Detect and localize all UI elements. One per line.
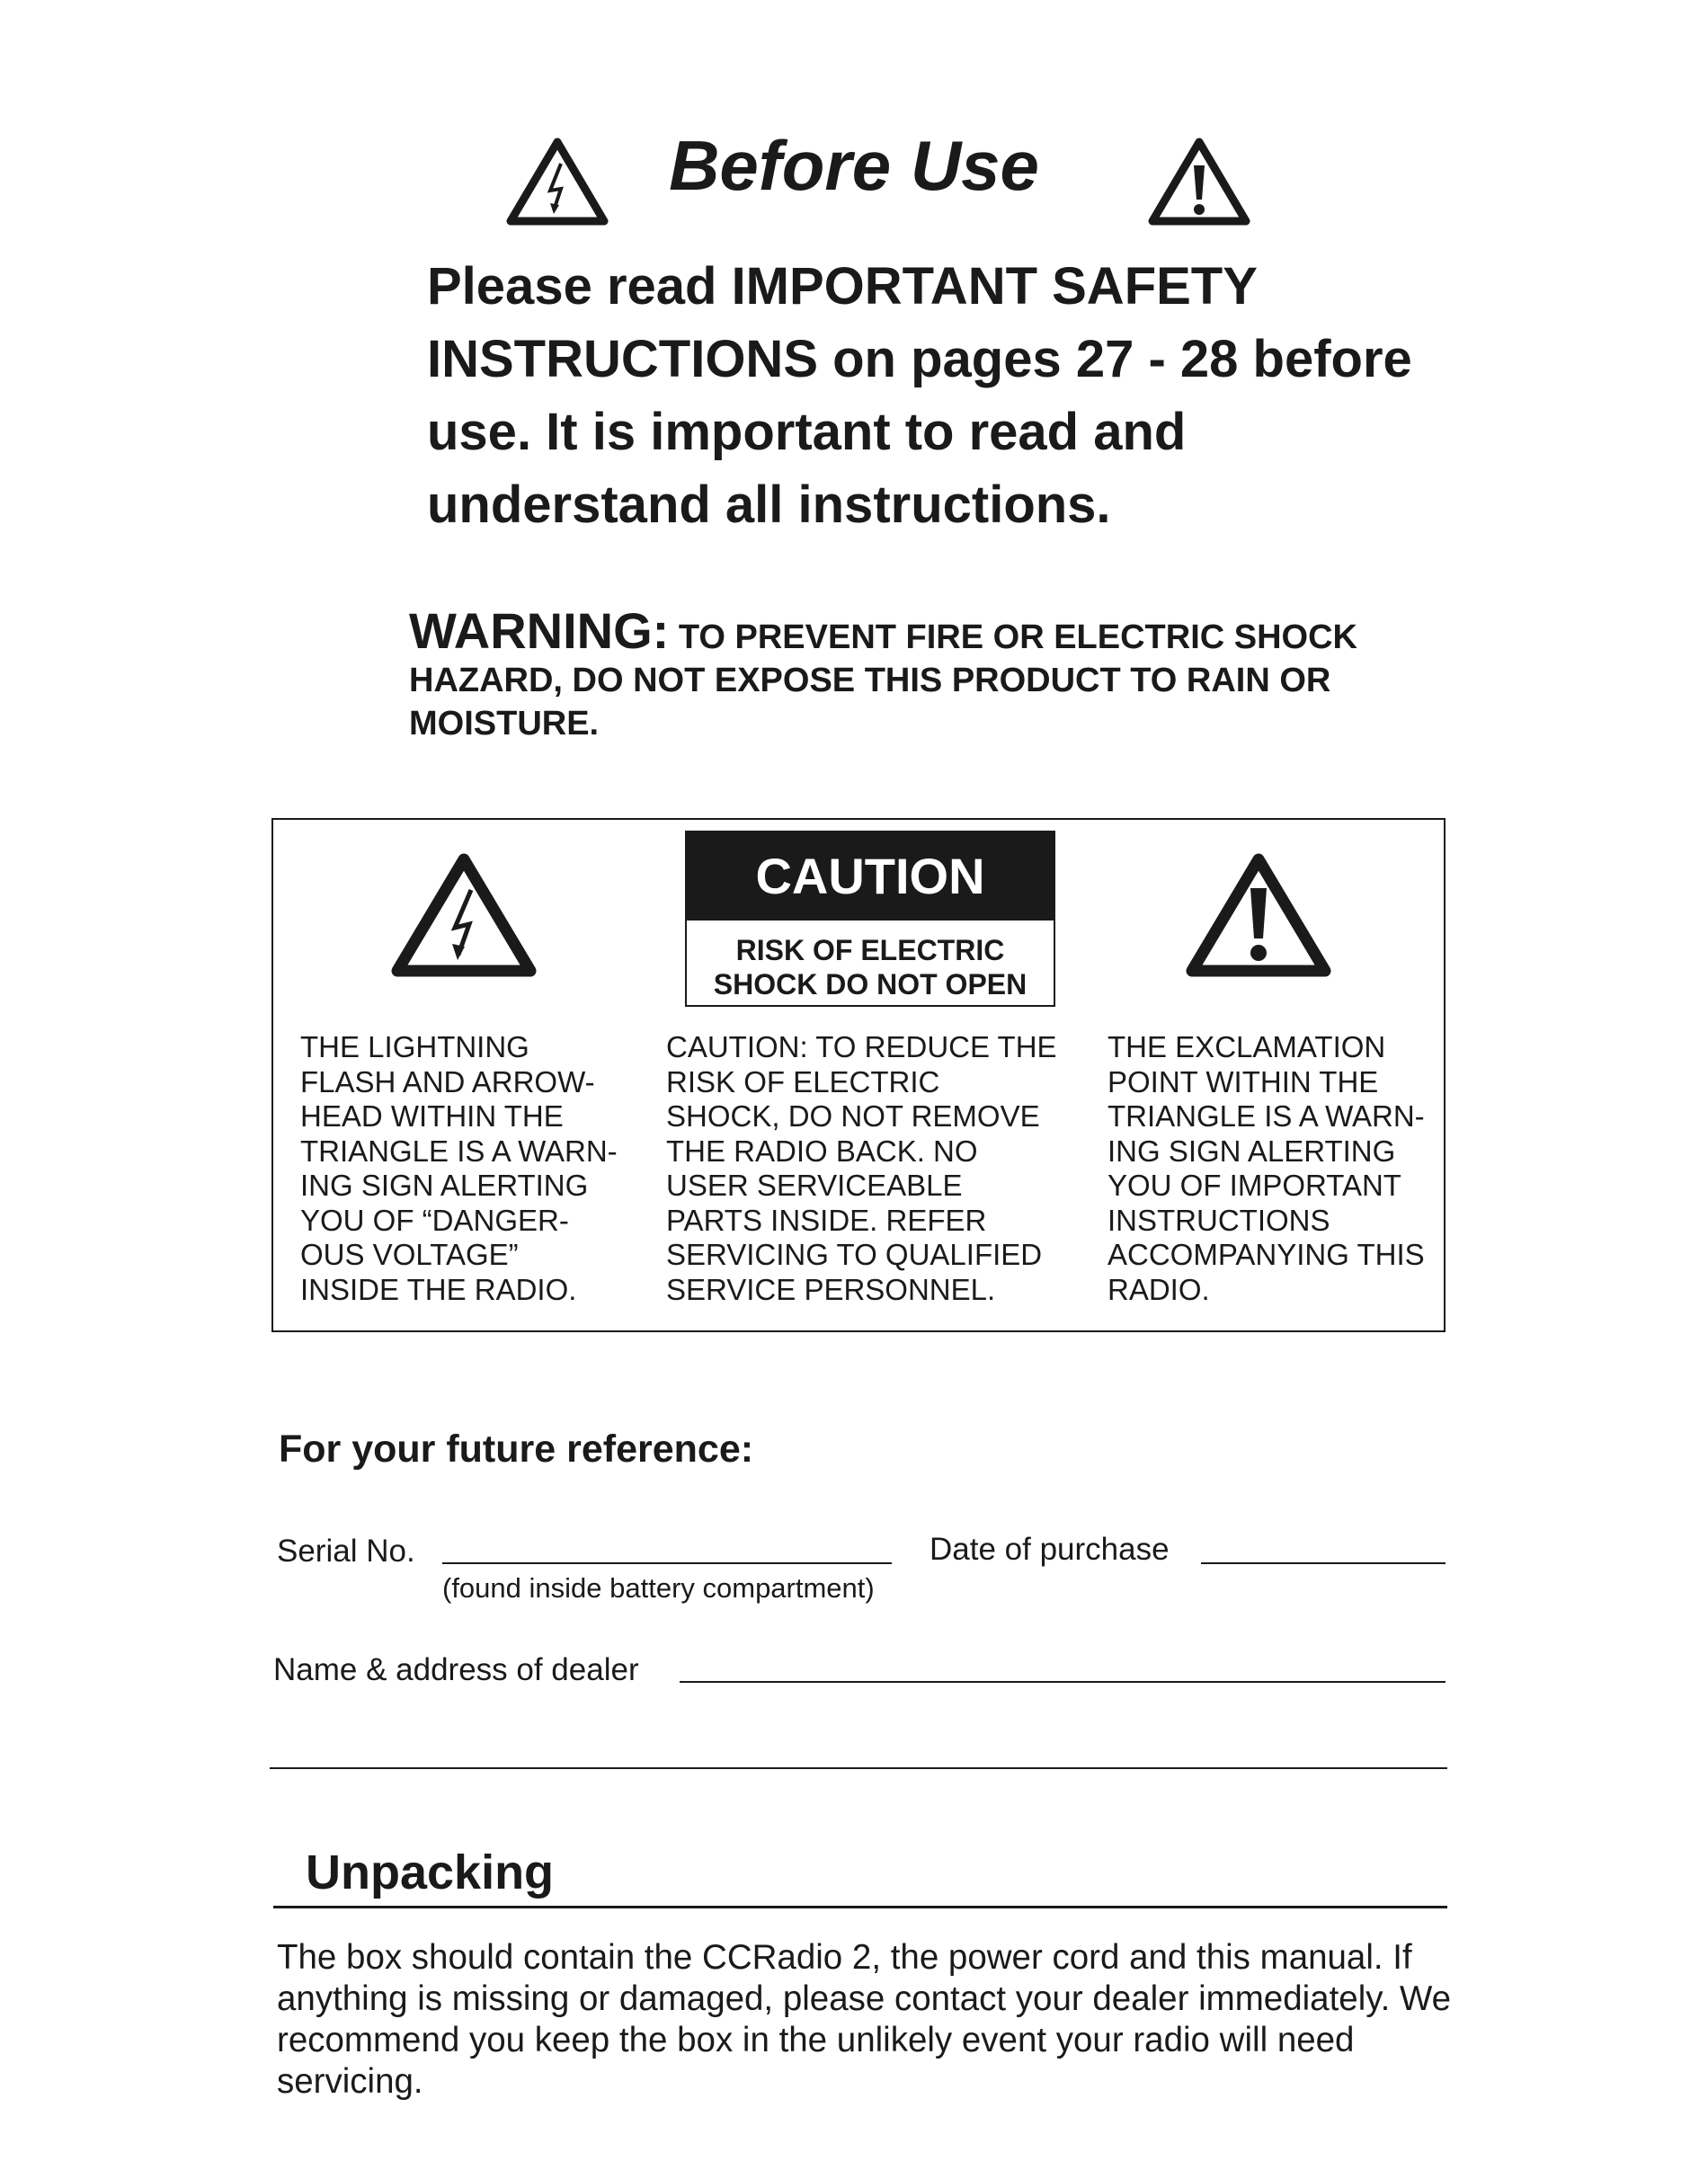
- caution-label-line-1: RISK OF ELECTRIC: [735, 934, 1005, 966]
- warning-text: TO PREVENT FIRE OR ELECTRIC SHOCK HAZARD, DO NOT EXPOSE THIS PRODUCT TO RAIN OR MOISTURE.: [409, 618, 1357, 743]
- warning-lead: WARNING:: [409, 602, 670, 659]
- lightning-explanation: THE LIGHTNING FLASH AND ARROW- HEAD WITHIN THE TRIANGLE IS A WARN- ING SIGN ALERTING YOU OF “DANGER- OUS VOLTAGE” INSIDE THE RADIO.: [300, 1030, 618, 1306]
- unpacking-heading: Unpacking: [306, 1845, 555, 1899]
- exclamation-warning-icon: [1147, 137, 1251, 227]
- caution-label: [685, 831, 1055, 1007]
- caution-label-line-2: SHOCK DO NOT OPEN: [713, 968, 1027, 1001]
- warning-statement: [409, 602, 1398, 745]
- serial-number-label: Serial No.: [277, 1534, 415, 1569]
- serial-number-line[interactable]: [442, 1562, 892, 1564]
- unpacking-divider: [273, 1906, 1447, 1908]
- caution-label-title: CAUTION: [687, 832, 1054, 921]
- exclamation-triangle-icon: [1185, 852, 1332, 978]
- dealer-line-2[interactable]: [270, 1767, 1447, 1769]
- dealer-label: Name & address of dealer: [273, 1652, 639, 1687]
- caution-label-subtitle: [687, 922, 1054, 1001]
- exclamation-explanation: THE EXCLAMATION POINT WITHIN THE TRIANGLE IS A WARN- ING SIGN ALERTING YOU OF IMPORTANT INSTRUCTIONS ACCOMPANYING THIS RADIO.: [1108, 1030, 1425, 1306]
- dealer-line[interactable]: [680, 1681, 1446, 1683]
- lightning-triangle-icon: [390, 852, 538, 978]
- serial-number-note: (found inside battery compartment): [442, 1572, 875, 1604]
- caution-explanation: CAUTION: TO REDUCE THE RISK OF ELECTRIC SHOCK, DO NOT REMOVE THE RADIO BACK. NO USER SERVICEABLE PARTS INSIDE. REFER SERVICING TO QUALIFIED SERVICE PERSONNEL.: [666, 1030, 1057, 1306]
- unpacking-body: The box should contain the CCRadio 2, the power cord and this manual. If anything is missing or damaged, please contact your dealer immediately. We recommend you keep the box in the unlikely event your radio will need servicing.: [277, 1938, 1452, 2101]
- date-of-purchase-label: Date of purchase: [930, 1532, 1170, 1567]
- page-title: Before Use: [669, 126, 1039, 205]
- safety-instructions-notice: Please read IMPORTANT SAFETY INSTRUCTIONS on pages 27 - 28 before use. It is important to read and understand all instructions.: [427, 257, 1412, 534]
- date-of-purchase-line[interactable]: [1201, 1562, 1446, 1564]
- reference-heading: For your future reference:: [279, 1427, 754, 1471]
